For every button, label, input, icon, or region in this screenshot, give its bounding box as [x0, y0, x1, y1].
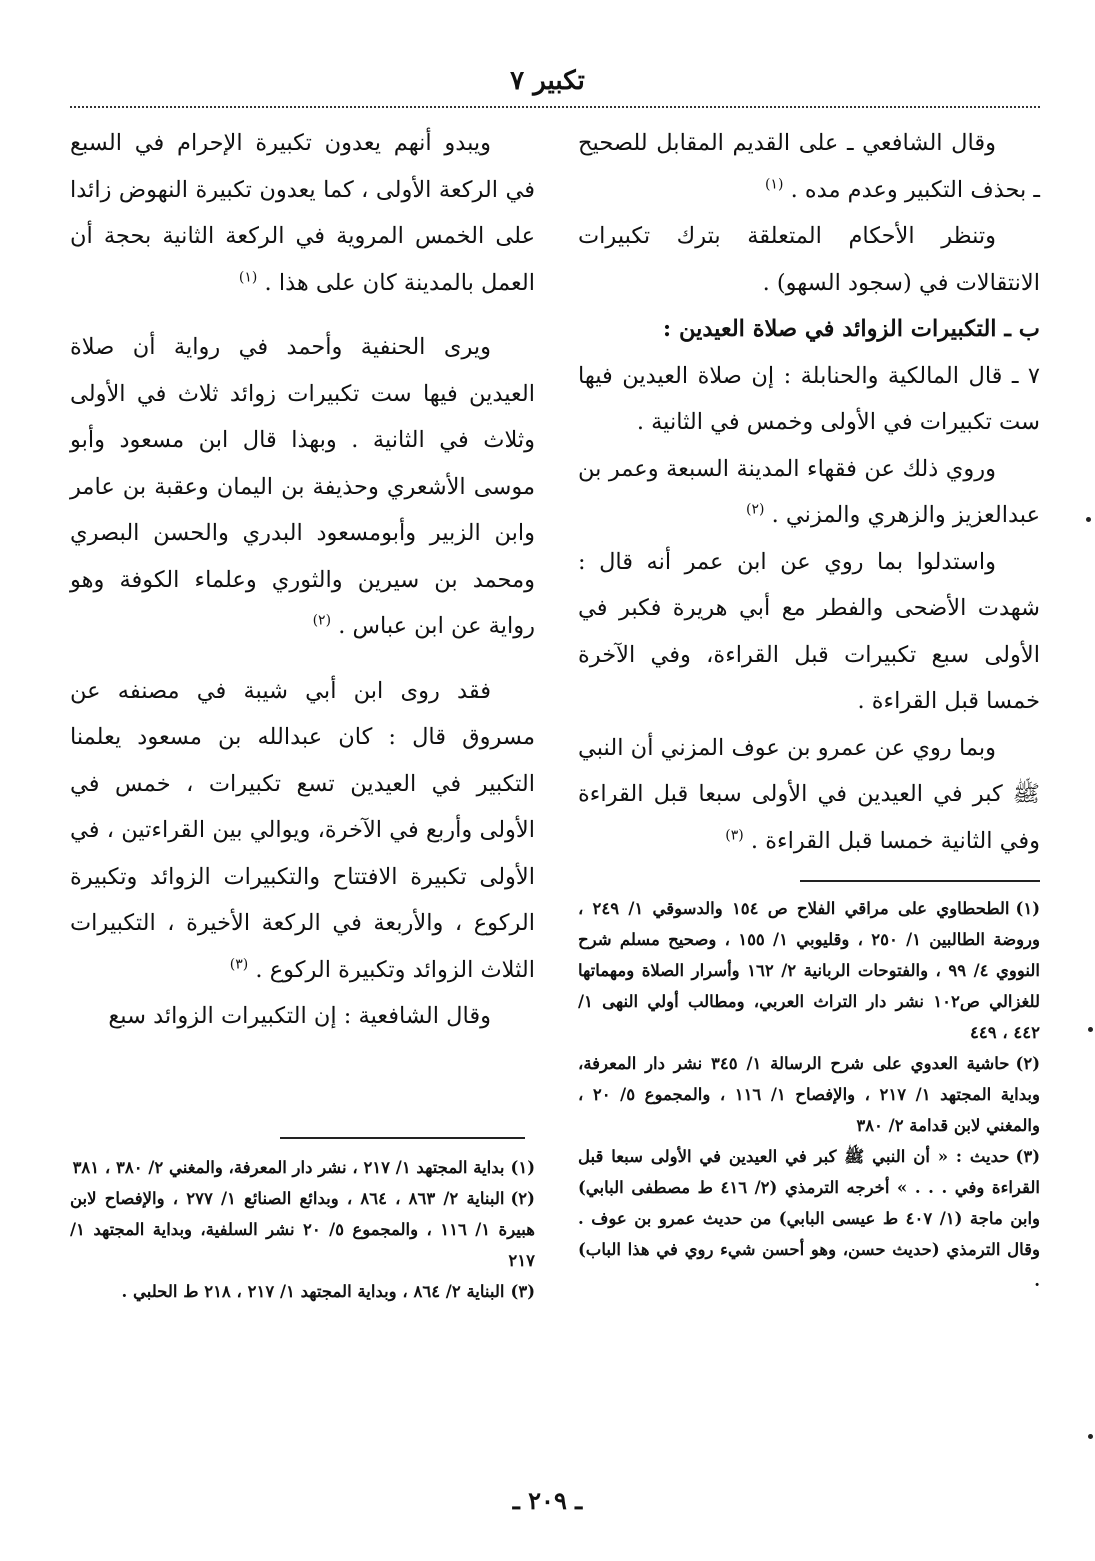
right-text-column: [578, 120, 1040, 864]
section-subheading: ب ـ التكبيرات الزوائد في صلاة العيدين :: [662, 316, 1040, 342]
right-footnotes: [578, 893, 1040, 1296]
footnote-reference: (٢): [312, 612, 332, 629]
paragraph: فقد روى ابن أبي شيبة في مصنفه عن مسروق قال : كان عبدالله بن مسعود يعلمنا التكبير في العيدين تسع تكبيرات ، خمس في الأولى وأربع في الآخرة، ويوالي بين القراءتين ، في الأولى تكبيرة الافتتاح والتكبيرات الزوائد وتكبيرة الركوع ، والأربعة في الركعة الأخيرة ، التكبيرات الثلاث الزوائد وتكبيرة الركوع . $^{(٣)}$: [70, 677, 535, 983]
left-footnotes: [70, 1152, 535, 1307]
footnote: (٢)حاشية العدوي على شرح الرسالة ١/ ٣٤٥ نشر دار المعرفة، وبداية المجتهد ١/ ٢١٧ ، والإفصاح ١/ ١١٦ ، والمجموع ٥/ ٢٠ ، والمغني لابن قدامة ٢/ ٣٨٠: [578, 1054, 1040, 1135]
paragraph: ٧ ـ قال المالكية والحنابلة : إن صلاة العيدين فيها ست تكبيرات في الأولى وخمس في الثانية .: [578, 362, 1040, 435]
footnote: (٢)البناية ٢/ ٨٦٣ ، ٨٦٤ ، وبدائع الصنائع ١/ ٢٧٧ ، والإفصاح لابن هبيرة ١/ ١١٦ ، والمجموع ٥/ ٢٠ نشر السلفية، وبداية المجتهد ١/ ٢١٧: [70, 1189, 535, 1270]
paragraph: وتنظر الأحكام المتعلقة بترك تكبيرات الانتقالات في (سجود السهو) .: [578, 223, 1040, 296]
left-text-column: [70, 120, 535, 1040]
footnote-separator: [800, 880, 1040, 882]
paragraph: ويبدو أنهم يعدون تكبيرة الإحرام في السبع في الركعة الأولى ، كما يعدون تكبيرة النهوض زائدا على الخمس المروية في الركعة الثانية بحجة أن العمل بالمدينة كان على هذا . $^{(١)}$: [70, 130, 535, 296]
margin-speck: [1086, 517, 1091, 522]
paragraph: واستدلوا بما روي عن ابن عمر أنه قال : شهدت الأضحى والفطر مع أبي هريرة فكبر في الأولى سبع تكبيرات قبل القراءة، وفي الآخرة خمسا قبل القراءة .: [578, 548, 1040, 714]
footnote-reference: (٣): [725, 827, 744, 843]
margin-speck: [1088, 1027, 1093, 1032]
footnote: (١)بداية المجتهد ١/ ٢١٧ ، نشر دار المعرفة، والمغني ٢/ ٣٨٠ ، ٣٨١: [72, 1158, 535, 1177]
footnote: (٣)البناية ٢/ ٨٦٤ ، وبداية المجتهد ١/ ٢١٧ ، ٢١٨ ط الحلبي .: [121, 1282, 535, 1301]
footnote-reference: (١): [764, 176, 784, 192]
footnote: (١)الطحطاوي على مراقي الفلاح ص ١٥٤ والدسوقي ١/ ٢٤٩ ، وروضة الطالبين ١/ ٢٥٠ ، وقليوبي ١/ ١٥٥ ، وصحيح مسلم شرح النووي ٤/ ٩٩ ، والفتوحات الربانية ٢/ ١٦٢ وأسرار الصلاة ومهماتها للغزالي ص١٠٢ نشر دار التراث العربي، ومطالب أولي النهى ١/ ٤٤٢ ، ٤٤٩: [578, 899, 1040, 1042]
footnote: (٣)حديث : « أن النبي ﷺ كبر في العيدين في الأولى سبعا قبل القراءة وفي . . . » أخرجه الترمذي (٢/ ٤١٦ ط مصطفى البابي) وابن ماجة (١/ ٤٠٧ ط عيسى البابي) من حديث عمرو بن عوف . وقال الترمذي (حديث حسن، وهو أحسن شيء روي في هذا الباب) .: [578, 1147, 1040, 1290]
footnote-reference: (٣): [229, 956, 249, 972]
page-number: ـ ٢٠٩ ـ: [512, 1486, 583, 1515]
margin-speck: [1088, 1434, 1093, 1439]
paragraph: وقال الشافعي ـ على القديم المقابل للصحيح ـ بحذف التكبير وعدم مده . $^{(١)}$: [578, 130, 1040, 203]
footnote-reference: (٢): [746, 501, 765, 518]
paragraph: وبما روي عن عمرو بن عوف المزني أن النبي ﷺ كبر في العيدين في الأولى سبعا قبل القراءة وفي الثانية خمسا قبل القراءة . $^{(٣)}$: [578, 734, 1040, 854]
paragraph: وروي ذلك عن فقهاء المدينة السبعة وعمر بن عبدالعزيز والزهري والمزني . $^{(٢)}$: [578, 455, 1040, 528]
header-divider: [70, 106, 1040, 108]
paragraph: ويرى الحنفية وأحمد في رواية أن صلاة العيدين فيها ست تكبيرات زوائد ثلاث في الأولى وثلاث في الثانية . وبهذا قال ابن مسعود وأبو موسى الأشعري وحذيفة بن اليمان وعقبة بن عامر وابن الزبير وأبومسعود البدري والحسن البصري ومحمد بن سيرين والثوري وعلماء الكوفة وهو رواية عن ابن عباس . $^{(٢)}$: [70, 334, 535, 639]
page-header-title: تكبير ٧: [510, 66, 585, 96]
footnote-reference: (١): [238, 269, 258, 285]
paragraph: وقال الشافعية : إن التكبيرات الزوائد سبع: [108, 1003, 491, 1029]
footnote-separator: [280, 1137, 525, 1139]
